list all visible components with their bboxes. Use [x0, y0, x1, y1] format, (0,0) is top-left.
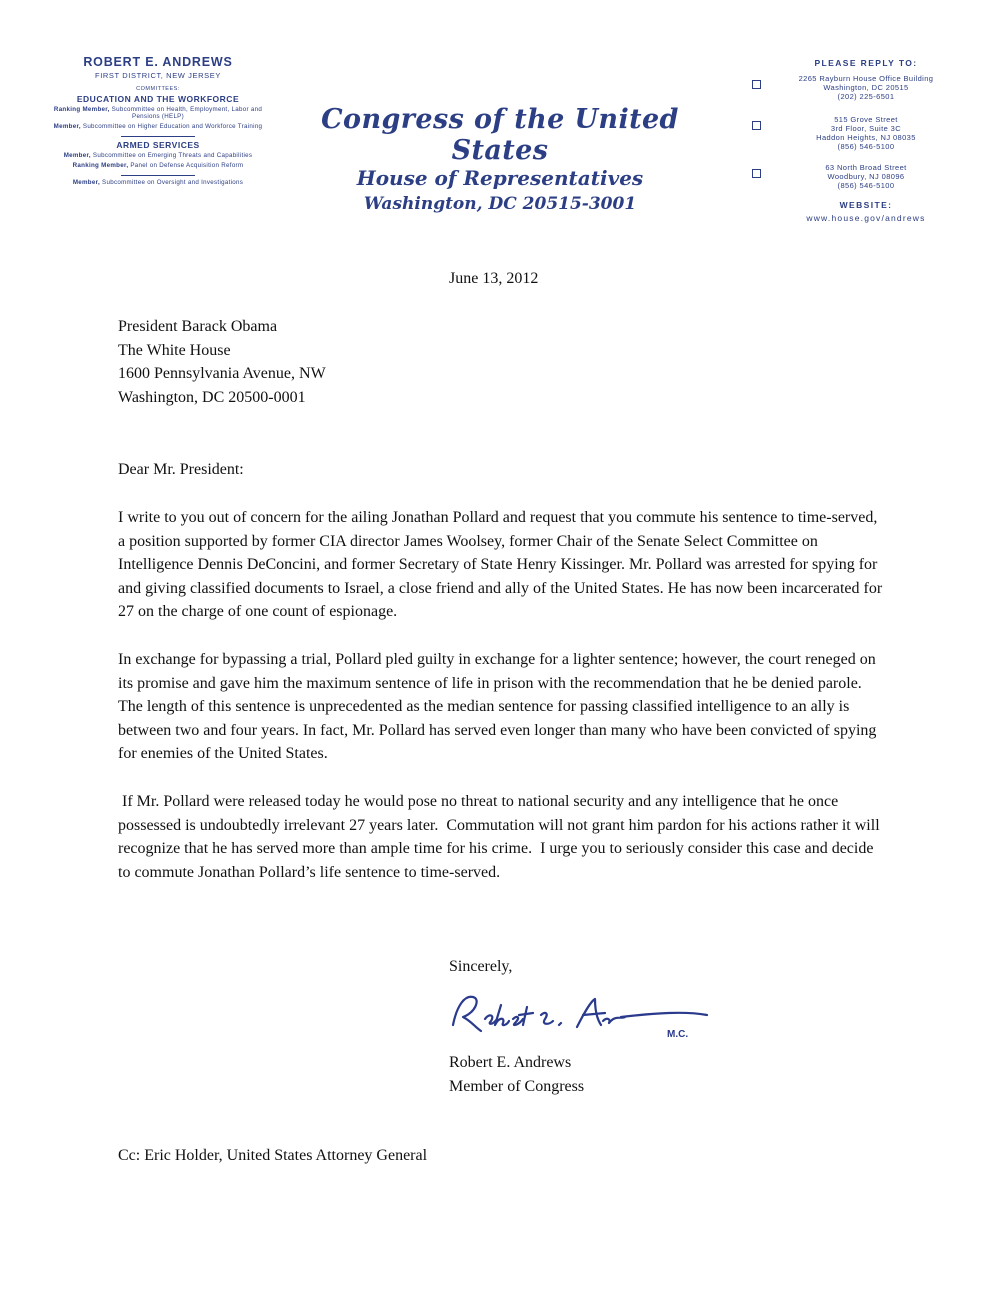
closing: Sincerely, [449, 958, 513, 975]
office-haddon-heights [750, 115, 960, 151]
checkbox-icon[interactable] [752, 121, 761, 130]
committee-role: Member, Subcommittee on Emerging Threats and Capabilities [63, 152, 253, 160]
letterhead-right [750, 58, 960, 223]
member-name: ROBERT E. ANDREWS [83, 55, 233, 69]
committee-role: Ranking Member, Panel on Defense Acquisition Reform [72, 161, 244, 169]
recipient-line: 1600 Pennsylvania Avenue, NW [118, 365, 326, 382]
committees-label: COMMITTEES: [136, 86, 180, 92]
signer-name: Robert E. Andrews [449, 1054, 572, 1071]
member-district: FIRST DISTRICT, NEW JERSEY [95, 70, 221, 80]
office-address: 63 North Broad Street Woodbury, NJ 08096 (856) 546-5100 [825, 163, 907, 190]
recipient-address [118, 315, 326, 409]
recipient-line: The White House [118, 341, 231, 359]
body-paragraph: If Mr. Pollard were released today he would pose no threat to national security and any intelligence that he once possessed is undoubtedly irrelevant 27 years later. Commutation will not grant him pardon for his actions rather it will recognize that he has served more than ample time for his crime. I urge you to seriously consider this case and decide to commute Jonathan Pollard’s life sentence to time-served. [118, 793, 884, 881]
signer-title: Member of Congress [449, 1077, 585, 1095]
committee-role: Ranking Member, Subcommittee on Health, Employment, Labor and Pensions (HELP) [53, 106, 263, 121]
office-address: 2265 Rayburn House Office Building Washington, DC 20515 (202) 225-6501 [798, 74, 934, 101]
salutation: Dear Mr. President: [118, 461, 244, 478]
committee-education: EDUCATION AND THE WORKFORCE [76, 94, 240, 105]
committee-role: Member, Subcommittee on Oversight and Investigations [72, 178, 244, 186]
signer-block [449, 1051, 584, 1098]
signature-suffix: M.C. [667, 1029, 689, 1040]
letterhead-center [290, 104, 710, 214]
recipient-line: Washington, DC 20500-0001 [118, 388, 306, 406]
congress-title: Congress of the United States [321, 104, 679, 167]
body-paragraph: I write to you out of concern for the ailing Jonathan Pollard and request that you commute his sentence to time-served, a position supported by former CIA director James Woolsey, former Chair of the Senate Select Committee on Intelligence Dennis DeConcini, and former Secretary of State Henry Kissinger. Mr. Pollard was arrested for spying for and giving classified documents to Israel, a close friend and ally of the United States. He has now been incarcerated for 27 on the charge of one count of espionage. [118, 509, 883, 621]
house-title: House of Representatives [356, 166, 644, 191]
office-dc [750, 74, 960, 101]
office-address: 515 Grove Street 3rd Floor, Suite 3C Haddon Heights, NJ 08035 (856) 546-5100 [816, 115, 916, 151]
website-link[interactable]: www.house.gov/andrews [806, 213, 926, 223]
checkbox-icon[interactable] [752, 169, 761, 178]
divider [121, 136, 195, 137]
letterhead-left [40, 56, 276, 187]
reply-label: PLEASE REPLY TO: [814, 58, 918, 68]
committee-role: Member, Subcommittee on Higher Education and Workforce Training [53, 123, 263, 131]
signature-image [445, 985, 715, 1045]
website-label: WEBSITE: [839, 200, 893, 210]
divider [121, 175, 195, 176]
letter-date: June 13, 2012 [449, 270, 539, 287]
recipient-line: President Barack Obama [118, 318, 278, 335]
office-woodbury [750, 163, 960, 190]
checkbox-icon[interactable] [752, 80, 761, 89]
cc-line: Cc: Eric Holder, United States Attorney General [118, 1147, 428, 1164]
committee-armed-services: ARMED SERVICES [116, 139, 200, 150]
washington-address: Washington, DC 20515-3001 [363, 194, 637, 215]
body-paragraph: In exchange for bypassing a trial, Pollard pled guilty in exchange for a lighter sentence; however, the court reneged on its promise and gave him the maximum sentence of life in prison with the recommendation that he be denied parole. The length of this sentence is unprecedented as the median sentence for passing classified intelligence to an ally is between two and four years. In fact, Mr. Pollard has served even longer than many who have been convicted of spying for enemies of the United States. [118, 651, 877, 763]
